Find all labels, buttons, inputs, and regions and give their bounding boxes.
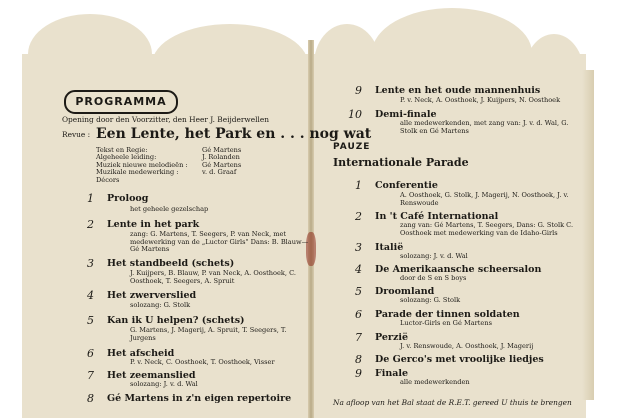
item-details: J. v. Renswoude, A. Oosthoek, J. Magerij: [400, 342, 534, 350]
item-title: Demi-finale: [375, 109, 437, 120]
footer-note: Na afloop van het Bal staat de R.E.T. gereed U thuis te brengen: [333, 398, 572, 407]
item-title: Italië: [375, 242, 404, 253]
credit-role: Algeheele leiding:: [96, 153, 157, 162]
item-title: Parade der tinnen soldaten: [375, 309, 520, 320]
pause-heading: PAUZE: [333, 142, 371, 152]
item-number: 1: [87, 192, 94, 205]
item-details: solozang: G. Stolk: [400, 296, 461, 304]
item-number: 2: [87, 218, 94, 231]
opening-line: Opening door den Voorzitter, den Heer J. Beijderwellen: [62, 115, 269, 124]
item-number: 6: [355, 308, 362, 321]
credit-name: Gé Martens: [202, 146, 242, 154]
item-details: zang: G. Martens, T. Seegers, P. van Neck, met medewerking van de „Luctor Girls" Dans: B. Blauw—Gé Martens: [130, 230, 309, 254]
item-details: P. v. Neck, A. Oosthoek, J. Kuijpers, N. Oosthoek: [400, 96, 561, 104]
item-number: 9: [355, 367, 362, 380]
part-title: Internationale Parade: [333, 156, 469, 169]
item-details: het geheele gezelschap: [130, 205, 209, 213]
item-title: Conferentie: [375, 180, 438, 191]
item-title: Gé Martens in z'n eigen repertoire: [107, 393, 292, 404]
item-number: 8: [87, 392, 94, 405]
item-title: Kan ik U helpen? (schets): [107, 315, 245, 326]
item-title: Proloog: [107, 193, 149, 204]
credit-name: v. d. Graaf: [202, 168, 237, 177]
item-title: Perzië: [375, 332, 408, 343]
item-title: In 't Café International: [375, 211, 499, 222]
item-number: 5: [355, 285, 362, 298]
item-number: 7: [87, 369, 94, 382]
item-details: Luctor-Girls en Gé Martens: [400, 319, 492, 327]
item-details: solozang: J. v. d. Wal: [400, 252, 468, 260]
item-details: solozang: G. Stolk: [130, 301, 191, 309]
item-details: J. Kuijpers, B. Blauw, P. van Neck, A. Oosthoek, C. Oosthoek, T. Seegers, A. Spruit: [130, 269, 296, 285]
item-title: Het zwerverslied: [107, 290, 197, 301]
item-details: solozang: J. v. d. Wal: [130, 380, 198, 388]
credit-name: Gé Martens: [202, 160, 242, 169]
item-number: 5: [87, 314, 94, 327]
item-title: De Amerikaansche scheersalon: [375, 264, 542, 275]
item-number: 8: [355, 353, 362, 366]
item-details: G. Martens, J. Magerij, A. Spruit, T. Seegers, T. Jurgens: [130, 326, 287, 342]
item-title: Lente en het oude mannenhuis: [375, 85, 541, 96]
item-number: 2: [355, 210, 362, 223]
item-title: Het zeemanslied: [107, 370, 196, 381]
item-number: 3: [355, 241, 362, 254]
item-number: 4: [87, 289, 94, 302]
item-number: 6: [87, 347, 94, 360]
item-details: P. v. Neck, C. Oosthoek, T. Oosthoek, Visser: [130, 358, 275, 366]
item-details: alle medewerkenden: [400, 378, 470, 386]
item-title: Lente in het park: [107, 219, 200, 230]
revue-title: Een Lente, het Park en . . . nog wat: [96, 126, 372, 142]
item-details: door de S en S boys: [400, 274, 467, 282]
item-title: Het afscheid: [107, 348, 175, 359]
credit-role: Tekst en Regie:: [96, 146, 148, 154]
page-edge-shadow: [582, 70, 594, 400]
programma-title: PROGRAMMA: [64, 90, 178, 114]
item-number: 10: [348, 108, 362, 121]
credit-name: [202, 177, 241, 184]
item-number: 9: [355, 84, 362, 97]
item-details: zang van: Gé Martens, T. Seegers, Dans: G. Stolk C. Oosthoek met medewerking van de Idaho-Girls: [400, 221, 574, 237]
credit-name: J. Rolanden: [202, 153, 240, 162]
item-title: Droomland: [375, 286, 435, 297]
item-number: 3: [87, 257, 94, 270]
item-title: Het standbeeld (schets): [107, 258, 235, 269]
item-number: 4: [355, 263, 362, 276]
item-details: alle medewerkenden, met zang van: J. v. d. Wal, G. Stolk en Gé Martens: [400, 119, 569, 135]
item-title: Finale: [375, 368, 409, 379]
item-title: De Gerco's met vroolijke liedjes: [375, 354, 544, 365]
credits-table: [96, 147, 241, 184]
credit-role: Décors: [96, 175, 120, 184]
revue-label: Revue :: [62, 130, 91, 139]
item-details: A. Oosthoek, G. Stolk, J. Magerij, N. Oosthoek, J. v. Renswoude: [400, 191, 569, 207]
credit-role: Muzikale medewerking :: [96, 168, 179, 177]
item-number: 1: [355, 179, 362, 192]
item-number: 7: [355, 331, 362, 344]
credit-role: Muziek nieuwe melodieën :: [96, 160, 188, 169]
